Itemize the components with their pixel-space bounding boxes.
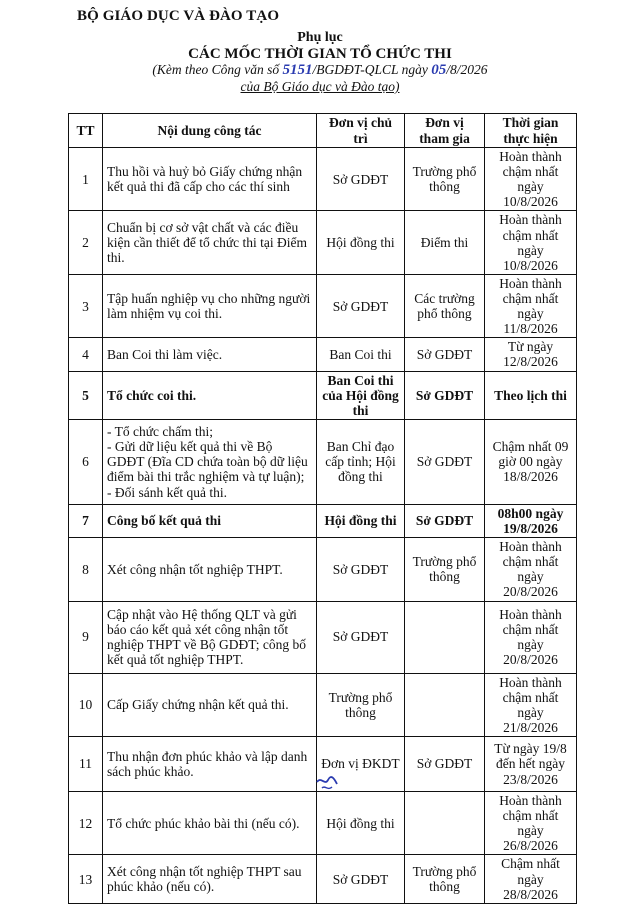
row-chair: Trường phổ thông	[317, 673, 405, 736]
table-row	[69, 791, 577, 854]
ministry-name: BỘ GIÁO DỤC VÀ ĐÀO TẠO	[77, 8, 280, 24]
issuer-line	[0, 79, 640, 95]
row-chair: Ban Coi thi	[317, 338, 405, 371]
row-content: Ban Coi thi làm việc.	[103, 338, 317, 371]
row-participant: Sở GDĐT	[405, 504, 485, 537]
row-content: Cấp Giấy chứng nhận kết quả thi.	[103, 673, 317, 736]
col-header-time: Thời gian thực hiện	[485, 114, 577, 148]
row-content: Xét công nhận tốt nghiệp THPT.	[103, 538, 317, 601]
row-number: 3	[69, 274, 103, 337]
table-row	[69, 148, 577, 211]
table-row	[69, 338, 577, 371]
content-line: - Đối sánh kết quả thi.	[107, 484, 227, 500]
table-header-row	[69, 114, 577, 148]
row-content: Tổ chức coi thi.	[103, 371, 317, 419]
row-time: Từ ngày 19/8 đến hết ngày 23/8/2026	[485, 736, 577, 791]
row-participant	[405, 791, 485, 854]
row-number: 10	[69, 673, 103, 736]
row-participant: Điểm thi	[405, 211, 485, 274]
row-chair: Hội đồng thi	[317, 791, 405, 854]
row-number: 8	[69, 538, 103, 601]
table-row	[69, 419, 577, 504]
row-number: 5	[69, 371, 103, 419]
row-participant: Sở GDĐT	[405, 736, 485, 791]
row-chair: Sở GDĐT	[317, 601, 405, 673]
row-chair: Đơn vị ĐKDT	[317, 736, 405, 791]
row-content: Chuẩn bị cơ sở vật chất và các điều kiện cần thiết để tổ chức thi tại Điểm thi.	[103, 211, 317, 274]
row-participant: Trường phổ thông	[405, 148, 485, 211]
content-line: - Tổ chức chấm thi;	[107, 424, 214, 440]
row-chair: Ban Chỉ đạo cấp tỉnh; Hội đồng thi	[317, 419, 405, 504]
row-chair: Sở GDĐT	[317, 538, 405, 601]
row-number: 1	[69, 148, 103, 211]
table-row	[69, 274, 577, 337]
row-content: Công bố kết quả thi	[103, 504, 317, 537]
document-title: CÁC MỐC THỜI GIAN TỔ CHỨC THI	[188, 46, 452, 62]
col-header-content: Nội dung công tác	[103, 114, 317, 148]
row-chair: Hội đồng thi	[317, 211, 405, 274]
table-row	[69, 673, 577, 736]
row-number: 6	[69, 419, 103, 504]
handwritten-doc-number: 5151	[282, 62, 313, 78]
row-participant: Sở GDĐT	[405, 419, 485, 504]
row-time: Hoàn thành chậm nhất ngày 10/8/2026	[485, 148, 577, 211]
row-chair: Sở GDĐT	[317, 274, 405, 337]
row-time: Hoàn thành chậm nhất ngày 20/8/2026	[485, 538, 577, 601]
row-number: 11	[69, 736, 103, 791]
row-content: Thu hồi và huỷ bỏ Giấy chứng nhận kết quả thi đã cấp cho các thí sinh	[103, 148, 317, 211]
handwritten-doc-day: 05	[431, 62, 447, 78]
row-time: Hoàn thành chậm nhất ngày 10/8/2026	[485, 211, 577, 274]
row-participant: Sở GDĐT	[405, 371, 485, 419]
row-content: Xét công nhận tốt nghiệp THPT sau phúc khảo (nếu có).	[103, 855, 317, 903]
table-row	[69, 601, 577, 673]
row-content	[103, 419, 317, 504]
row-content: Tổ chức phúc khảo bài thi (nếu có).	[103, 791, 317, 854]
row-number: 4	[69, 338, 103, 371]
row-chair: Ban Coi thi của Hội đồng thi	[317, 371, 405, 419]
initial-signature-mark	[314, 772, 340, 794]
row-time: Hoàn thành chậm nhất ngày 11/8/2026	[485, 274, 577, 337]
row-number: 9	[69, 601, 103, 673]
row-chair: Sở GDĐT	[317, 148, 405, 211]
row-participant: Trường phổ thông	[405, 538, 485, 601]
col-header-participant: Đơn vị tham gia	[405, 114, 485, 148]
table-row	[69, 538, 577, 601]
row-participant	[405, 673, 485, 736]
reference-prefix: (Kèm theo Công văn số	[152, 62, 280, 77]
row-number: 13	[69, 855, 103, 903]
row-time: Theo lịch thi	[485, 371, 577, 419]
row-participant: Sở GDĐT	[405, 338, 485, 371]
appendix-label: Phụ lục	[297, 30, 343, 45]
table-row	[69, 504, 577, 537]
table-row	[69, 211, 577, 274]
table-row	[69, 371, 577, 419]
row-content: Thu nhận đơn phúc khảo và lập danh sách phúc khảo.	[103, 736, 317, 791]
document-reference	[0, 62, 640, 79]
row-number: 12	[69, 791, 103, 854]
row-participant: Các trường phổ thông	[405, 274, 485, 337]
row-number: 2	[69, 211, 103, 274]
row-number: 7	[69, 504, 103, 537]
content-line: - Gửi dữ liệu kết quả thi về Bộ GDĐT (Đĩa CD chứa toàn bộ dữ liệu điểm bài thi trắc nghiệm và tự luận);	[107, 439, 308, 485]
table-row	[69, 855, 577, 903]
issuer-text: của Bộ Giáo dục và Đào tạo)	[240, 79, 400, 94]
row-participant	[405, 601, 485, 673]
row-participant: Trường phổ thông	[405, 855, 485, 903]
col-header-tt: TT	[69, 114, 103, 148]
reference-suffix: /8/2026	[446, 62, 488, 77]
row-time: Hoàn thành chậm nhất ngày 20/8/2026	[485, 601, 577, 673]
row-content: Tập huấn nghiệp vụ cho những người làm nhiệm vụ coi thi.	[103, 274, 317, 337]
col-header-chair: Đơn vị chủ trì	[317, 114, 405, 148]
row-content: Cập nhật vào Hệ thống QLT và gửi báo cáo kết quả xét công nhận tốt nghiệp THPT về Bộ GDĐT; công bố kết quả tốt nghiệp THPT.	[103, 601, 317, 673]
row-time: Hoàn thành chậm nhất ngày 26/8/2026	[485, 791, 577, 854]
row-chair: Hội đồng thi	[317, 504, 405, 537]
reference-mid: /BGDĐT-QLCL ngày	[312, 62, 428, 77]
row-time: Chậm nhất 09 giờ 00 ngày 18/8/2026	[485, 419, 577, 504]
row-time: Từ ngày 12/8/2026	[485, 338, 577, 371]
row-chair: Sở GDĐT	[317, 855, 405, 903]
row-time: 08h00 ngày 19/8/2026	[485, 504, 577, 537]
row-time: Hoàn thành chậm nhất ngày 21/8/2026	[485, 673, 577, 736]
row-time: Chậm nhất ngày 28/8/2026	[485, 855, 577, 903]
